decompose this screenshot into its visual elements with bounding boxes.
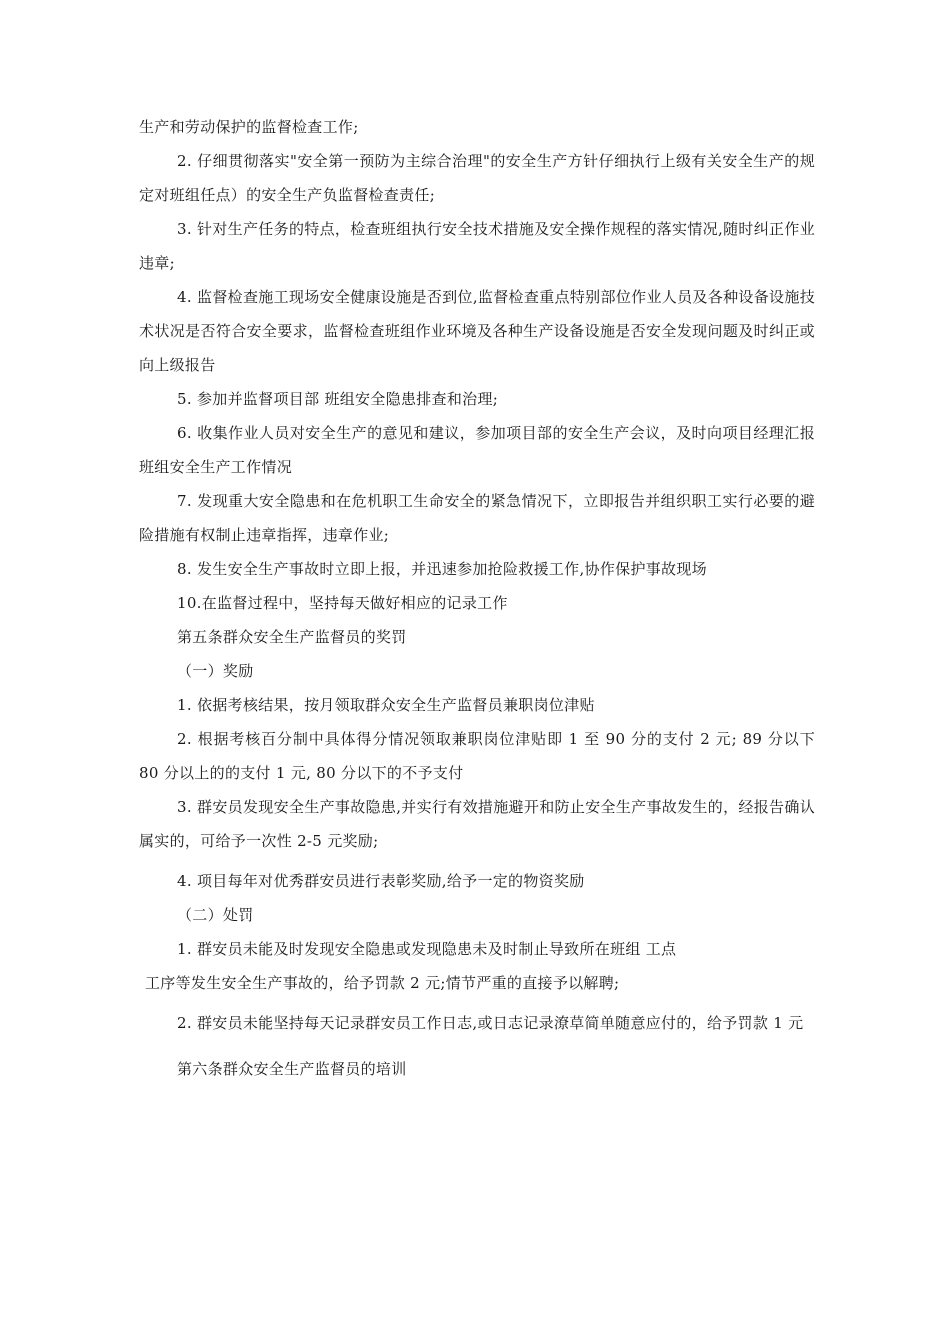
paragraph-item-2: 2. 仔细贯彻落实"安全第一预防为主综合治理"的安全生产方针仔细执行上级有关安全生产的规定对班组任点）的安全生产负监督检查责任; — [139, 152, 815, 204]
penalty-item-2: 2. 群安员未能坚持每天记录群安员工作日志,或日志记录潦草简单随意应付的，给予罚款 1 元 — [177, 1014, 804, 1032]
reward-item-2: 2. 根据考核百分制中具体得分情况领取兼职岗位津贴即 1 至 90 分的支付 2 元; 89 分以下 80 分以上的的支付 1 元, 80 分以下的不予支付 — [139, 730, 815, 782]
subheading-penalties: （二）处罚 — [177, 906, 254, 924]
paragraph-item-8: 8. 发生安全生产事故时立即上报，并迅速参加抢险救援工作,协作保护事故现场 — [177, 560, 707, 578]
paragraph-continuation: 生产和劳动保护的监督检查工作; — [139, 118, 359, 136]
paragraph-item-5: 5. 参加并监督项目部 班组安全隐患排查和治理; — [177, 390, 499, 408]
penalty-item-1-continuation: 工序等发生安全生产事故的，给予罚款 2 元;情节严重的直接予以解聘; — [145, 974, 620, 992]
paragraph-item-10: 10.在监督过程中，坚持每天做好相应的记录工作 — [177, 594, 508, 612]
paragraph-item-6: 6. 收集作业人员对安全生产的意见和建议，参加项目部的安全生产会议，及时向项目经理汇报班组安全生产工作情况 — [139, 424, 815, 476]
document-body — [139, 110, 815, 1086]
paragraph-item-3: 3. 针对生产任务的特点，检查班组执行安全技术措施及安全操作规程的落实情况,随时纠正作业违章; — [139, 220, 815, 272]
paragraph-item-4: 4. 监督检查施工现场安全健康设施是否到位,监督检查重点特别部位作业人员及各种设备设施技术状况是否符合安全要求，监督检查班组作业环境及各种生产设备设施是否安全发现问题及时纠正或向上级报告 — [139, 288, 815, 374]
reward-item-4: 4. 项目每年对优秀群安员进行表彰奖励,给予一定的物资奖励 — [177, 872, 585, 890]
penalty-item-1: 1. 群安员未能及时发现安全隐患或发现隐患未及时制止导致所在班组 工点 — [177, 940, 677, 958]
subheading-rewards: （一）奖励 — [177, 662, 254, 680]
reward-item-1: 1. 依据考核结果，按月领取群众安全生产监督员兼职岗位津贴 — [177, 696, 595, 714]
paragraph-item-7: 7. 发现重大安全隐患和在危机职工生命安全的紧急情况下，立即报告并组织职工实行必要的避险措施有权制止违章指挥，违章作业; — [139, 492, 815, 544]
section-heading-article-6: 第六条群众安全生产监督员的培训 — [177, 1060, 407, 1078]
section-heading-article-5: 第五条群众安全生产监督员的奖罚 — [177, 628, 407, 646]
reward-item-3: 3. 群安员发现安全生产事故隐患,并实行有效措施避开和防止安全生产事故发生的，经报告确认属实的，可给予一次性 2-5 元奖励; — [139, 798, 815, 850]
